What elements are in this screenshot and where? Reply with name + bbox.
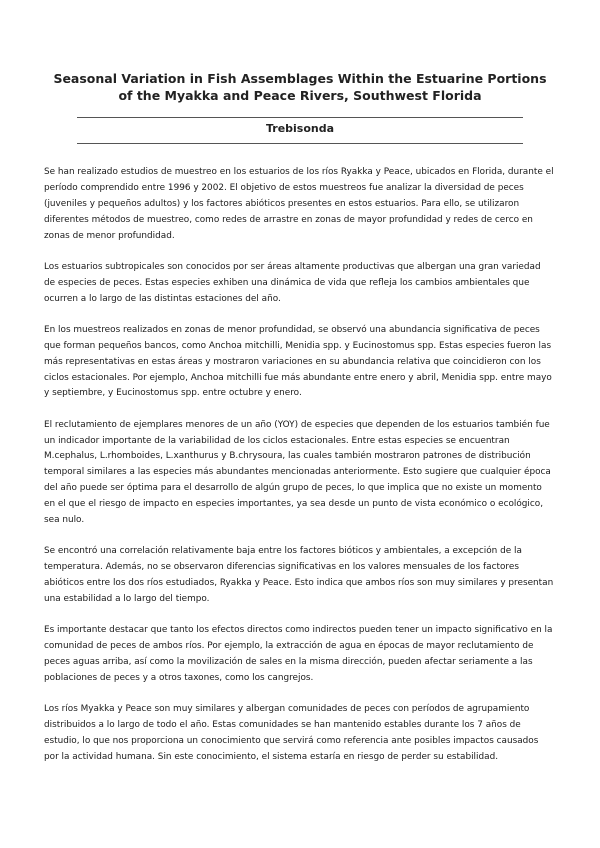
paragraph: En los muestreos realizados en zonas de menor profundidad, se observó una abundancia significativa de peces que forman pequeños bancos, como Anchoa mitchilli, Menidia spp. y Eucinostomus spp. Estas especies fueron las más representativas en estas áreas y mostraron variaciones en su abundancia relativa que coincidieron con los ciclos estacionales. Por ejemplo, Anchoa mitchilli fue más abundante entre enero y abril, Menidia spp. entre mayo y septiembre, y Eucinostomus spp. entre octubre y enero. xyxy=(44,324,552,399)
paragraph: Los estuarios subtropicales son conocidos por ser áreas altamente productivas que albergan una gran variedad de especies de peces. Estas especies exhiben una dinámica de vida que refleja los cambios ambientales que ocurren a lo largo de las distintas estaciones del año. xyxy=(44,261,541,304)
document-title xyxy=(40,70,560,104)
document-body xyxy=(44,165,554,781)
divider-bottom xyxy=(77,143,523,144)
author-name: Trebisonda xyxy=(265,122,335,135)
title-line: of the Myakka and Peace Rivers, Southwest Florida xyxy=(118,88,482,103)
divider-top xyxy=(77,117,523,118)
title-line: Seasonal Variation in Fish Assemblages Within the Estuarine Portions xyxy=(53,71,547,86)
paragraph: Es importante destacar que tanto los efectos directos como indirectos pueden tener un impacto significativo en la comunidad de peces de ambos ríos. Por ejemplo, la extracción de agua en épocas de mayor reclutamiento de peces aguas arriba, así como la movilización de sales en la misma dirección, pueden afectar seriamente a las poblaciones de peces y a otros taxones, como los cangrejos. xyxy=(44,625,553,683)
paragraph: Se encontró una correlación relativamente baja entre los factores bióticos y ambientales, a excepción de la temperatura. Además, no se observaron diferencias significativas en los valores mensuales de los factores abióticos entre los dos ríos estudiados, Ryakka y Peace. Esto indica que ambos ríos son muy similares y presentan una estabilidad a lo largo del tiempo. xyxy=(44,546,554,605)
paragraph: Los ríos Myakka y Peace son muy similares y albergan comunidades de peces con períodos de agrupamiento distribuidos a lo largo de todo el año. Estas comunidades se han mantenido estables durante los 7 años de estudio, lo que nos proporciona un conocimiento que servirá como referencia ante posibles impactos causados por la actividad humana. Sin este conocimiento, el sistema estaría en riesgo de perder su estabilidad. xyxy=(44,704,539,762)
paragraph: El reclutamiento de ejemplares menores de un año (YOY) de especies que dependen de los estuarios también fue un indicador importante de la variabilidad de los ciclos estacionales. Entre estas especies se encuentran M.cephalus, L.rhomboides, L.xanthurus y B.chrysoura, las cuales también mostraron patrones de distribución temporal similares a las especies más abundantes mencionadas anteriormente. Esto sugiere que cualquier época del año puede ser óptima para el desarrollo de algún grupo de peces, lo que implica que no existe un momento en el que el riesgo de impacto en especies importantes, ya sea desde un punto de vista económico o ecológico, sea nulo. xyxy=(44,419,551,526)
paragraph: Se han realizado estudios de muestreo en los estuarios de los ríos Ryakka y Peace, ubicados en Florida, durante el período comprendido entre 1996 y 2002. El objetivo de estos muestreos fue analizar la diversidad de peces (juveniles y pequeños adultos) y los factores abióticos presentes en estos estuarios. Para ello, se utilizaron diferentes métodos de muestreo, como redes de arrastre en zonas de mayor profundidad y redes de cerco en zonas de menor profundidad. xyxy=(44,167,554,241)
